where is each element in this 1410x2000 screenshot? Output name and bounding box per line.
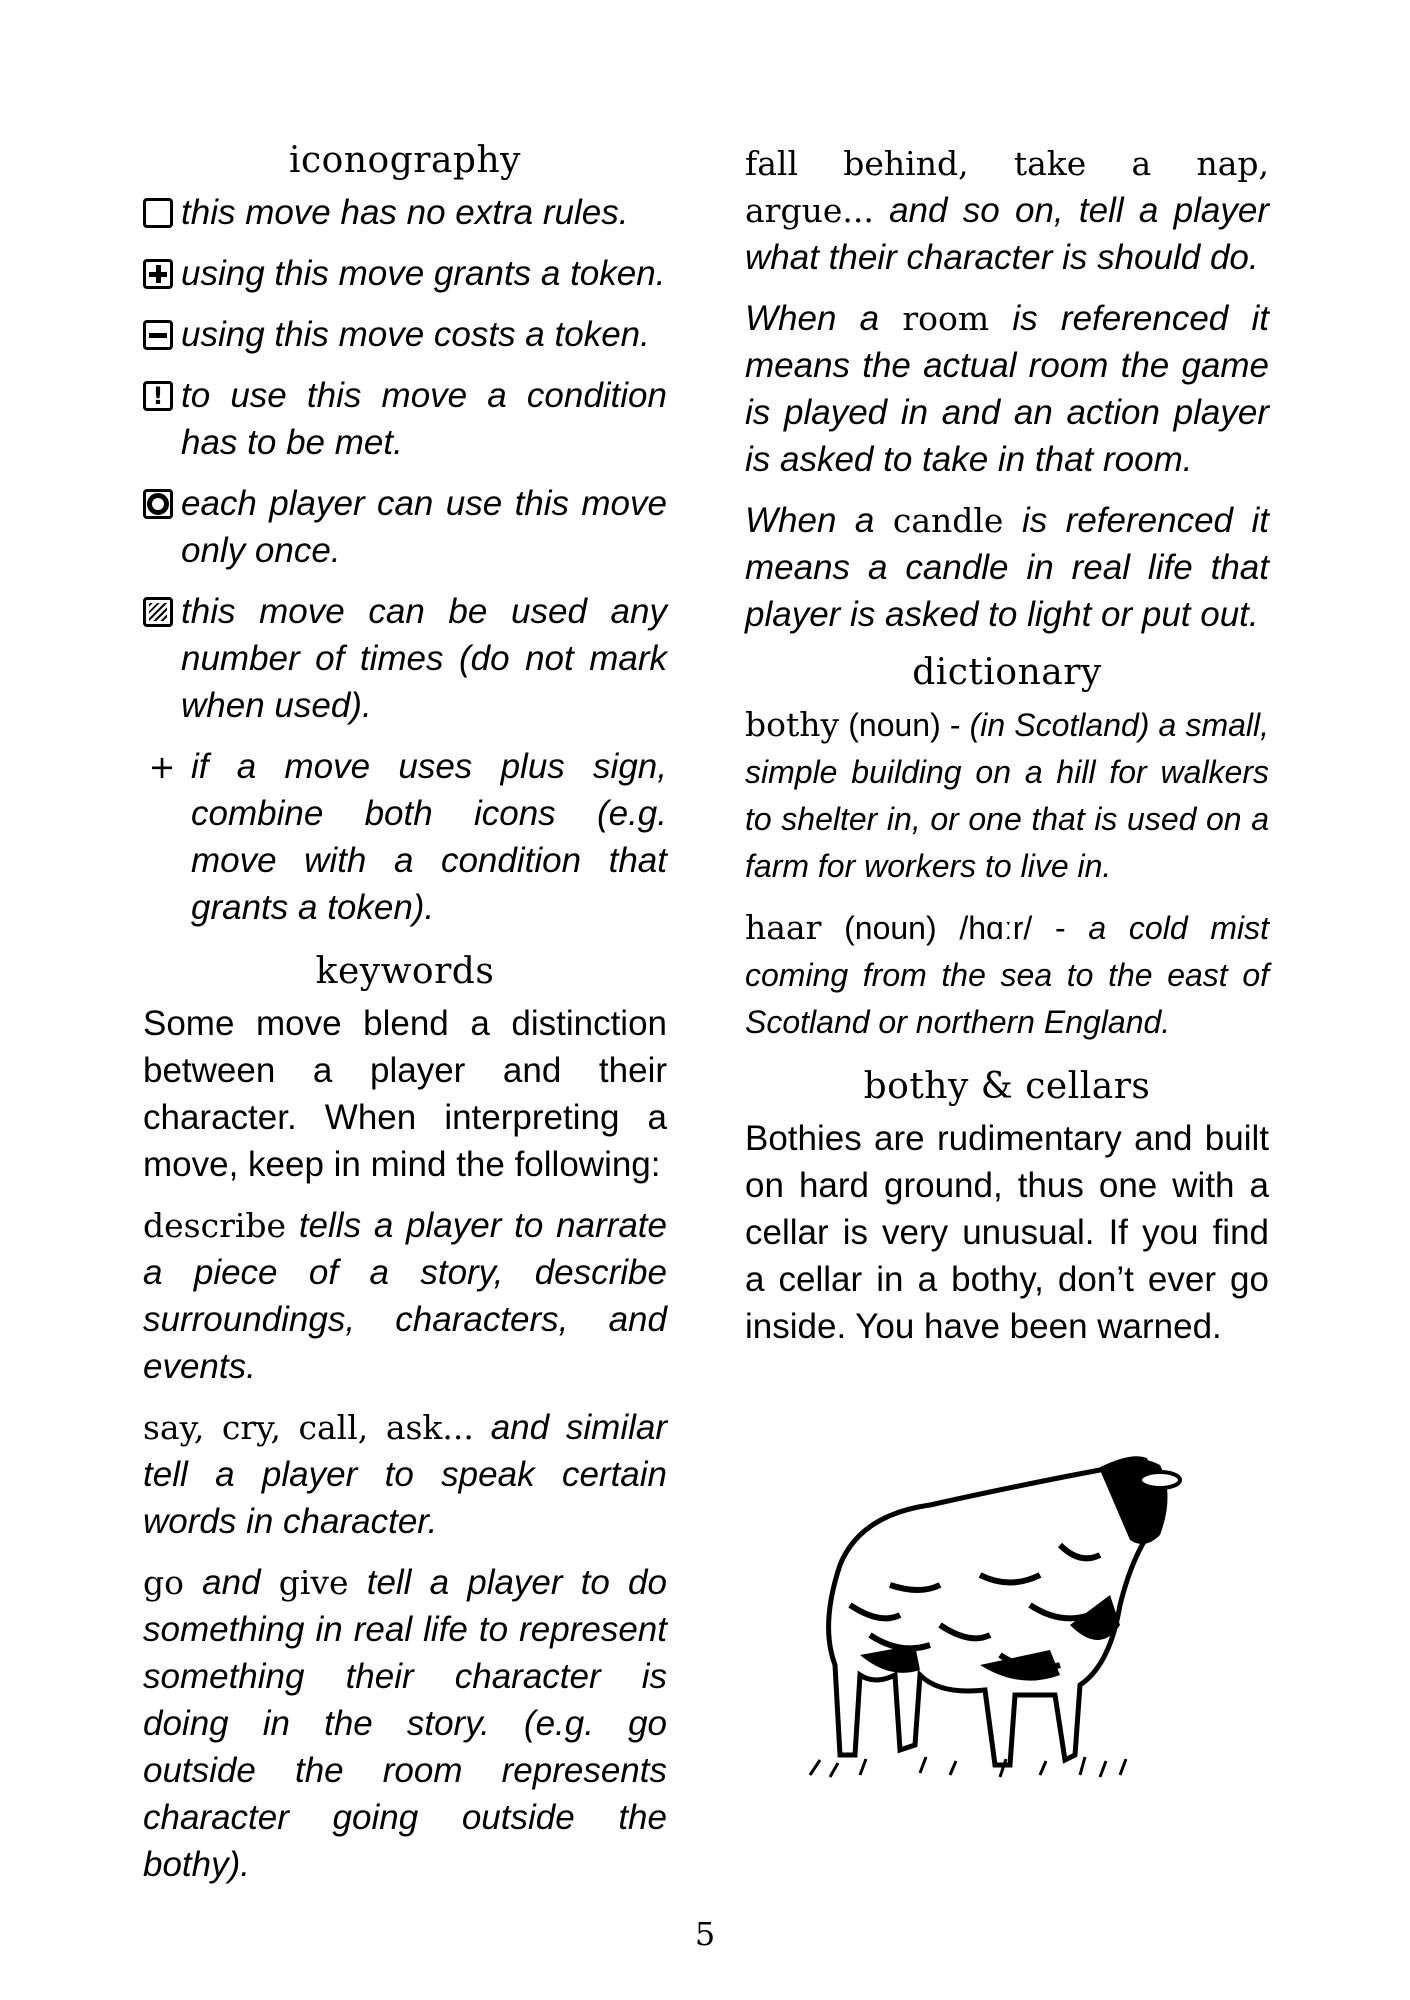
sheep-illustration [800, 1425, 1240, 1825]
keyword-description: tell a player to do something in real life to represent something their character is doing in the story. (e.g. go outside the room represents character going outside the bothy). [143, 1563, 667, 1884]
keyword-term: candle [892, 501, 1004, 540]
plus-box-icon [143, 259, 173, 289]
keyword-term: go [143, 1563, 184, 1602]
keyword-term: describe [143, 1206, 287, 1245]
icon-legend-item [143, 250, 667, 297]
bothy-cellars-heading: bothy & cellars [863, 1066, 1151, 1107]
bothy-cellars-section [745, 1066, 1269, 1350]
keyword-term: room [902, 299, 990, 338]
hatched-box-icon [143, 597, 173, 627]
icon-legend-text: using this move costs a token. [181, 315, 650, 354]
keyword-entry-go-give [143, 1559, 667, 1888]
keyword-term: say, cry, call, ask... [143, 1408, 474, 1447]
page-number: 5 [694, 1915, 716, 1953]
keyword-description: and similar tell a player to speak certain words in character. [143, 1408, 667, 1541]
icon-legend-text: using this move grants a token. [181, 254, 666, 293]
dictionary-section [745, 652, 1269, 1046]
icon-legend-item [143, 480, 667, 574]
icon-legend-text: if a move uses plus sign, combine both icons (e.g. move with a condition that grants a token). [191, 747, 667, 927]
icon-legend-item [143, 311, 667, 358]
keywords-intro: Some move blend a distinction between a player and their character. When interpreting a move, keep in mind the following: [143, 1004, 667, 1184]
keyword-description: tells a player to narrate a piece of a story, describe surroundings, characters, and events. [143, 1206, 667, 1386]
bothy-cellars-text: Bothies are rudimentary and built on hard ground, thus one with a cellar is very unusual. If you find a cellar in a bothy, don’t ever go inside. You have been warned. [745, 1119, 1269, 1346]
icon-legend-item [143, 743, 667, 931]
keyword-entry-describe [143, 1202, 667, 1390]
keyword-term: fall behind, take a nap, argue... [745, 144, 1269, 230]
icon-legend-item [143, 189, 667, 236]
exclamation-box-icon: ! [143, 381, 173, 411]
dictionary-heading: dictionary [912, 652, 1102, 693]
room-note [745, 295, 1269, 483]
minus-box-icon [143, 320, 173, 350]
icon-legend-item [143, 588, 667, 729]
keyword-description: and so on, tell a player what their character is should do. [745, 191, 1269, 277]
icon-legend-item [143, 372, 667, 466]
iconography-section [143, 140, 667, 931]
keywords-heading: keywords [315, 951, 495, 992]
keyword-entry-say [143, 1404, 667, 1545]
dictionary-pos: (noun) [821, 910, 960, 946]
dictionary-word: bothy [745, 705, 840, 744]
dictionary-definition: a cold mist coming from the sea to the east of Scotland or northern England. [745, 910, 1270, 1040]
keyword-entry-fall-behind [745, 140, 1269, 281]
icon-legend-text: this move can be used any number of times (do not mark when used). [181, 592, 667, 725]
icon-legend-text: to use this move a condition has to be met. [181, 376, 667, 462]
candle-note-pre: When a [745, 501, 893, 540]
icon-legend-text: this move has no extra rules. [181, 193, 629, 232]
dictionary-entry [745, 904, 1269, 1046]
dictionary-word: haar [745, 908, 822, 947]
candle-note-post: is referenced it means a candle in real life that player is asked to light or put out. [745, 501, 1269, 634]
icon-legend-text: each player can use this move only once. [181, 484, 667, 570]
keyword-term: give [278, 1563, 349, 1602]
room-note-pre: When a [745, 299, 903, 338]
candle-note [745, 497, 1269, 638]
dictionary-pronunciation: /hɑːr/ - [959, 910, 1089, 946]
dictionary-pos: (noun) - [839, 707, 970, 743]
left-column [143, 140, 667, 1908]
plus-sign-icon: + [148, 748, 176, 786]
keyword-connector: and [184, 1563, 279, 1602]
empty-box-icon [143, 198, 173, 228]
right-column [745, 140, 1269, 1370]
room-note-post: is referenced it means the actual room the game is played in and an action player is asked to take in that room. [745, 299, 1269, 479]
dictionary-entry [745, 701, 1269, 890]
circle-box-icon [143, 489, 173, 519]
sheep-icon [810, 1459, 1180, 1777]
dictionary-definition: (in Scotland) a small, simple building on a hill for walkers to shelter in, or one that is used on a farm for workers to live in. [745, 707, 1270, 884]
iconography-heading: iconography [289, 140, 521, 181]
keywords-section [143, 951, 667, 1888]
